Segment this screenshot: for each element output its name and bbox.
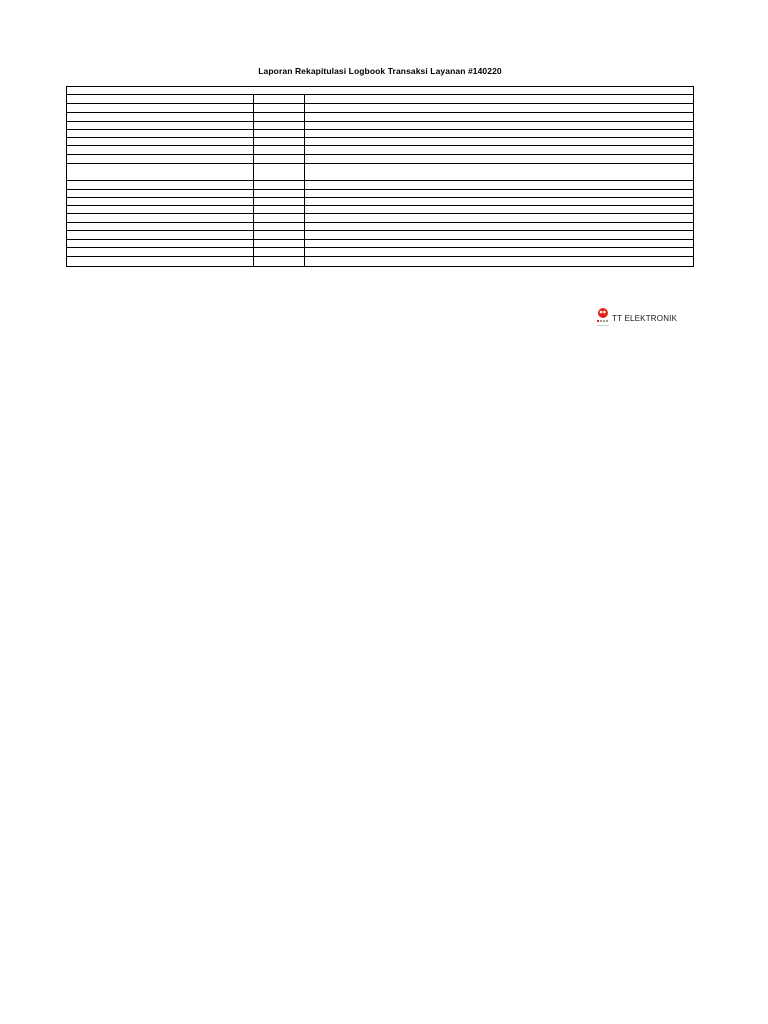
- table-cell: [254, 104, 305, 112]
- table-cell: [254, 223, 305, 230]
- table-cell: [67, 190, 254, 197]
- table-row: [67, 248, 693, 257]
- table-row: [67, 155, 693, 164]
- table-cell: [254, 138, 305, 145]
- table-cell: [305, 240, 693, 247]
- table-cell: [305, 130, 693, 137]
- table-cell: [67, 164, 254, 180]
- table-row: [67, 113, 693, 122]
- report-title: Laporan Rekapitulasi Logbook Transaksi Layanan #140220: [258, 66, 502, 76]
- table-row: [67, 104, 693, 113]
- table-cell: [254, 248, 305, 256]
- table-cell: [305, 164, 693, 180]
- table-cell: [305, 206, 693, 213]
- table-cell: [305, 95, 693, 103]
- table-row: [67, 257, 693, 266]
- table-cell: [305, 223, 693, 230]
- table-cell: [305, 190, 693, 197]
- table-row: [67, 87, 693, 95]
- table-cell: [67, 138, 254, 145]
- table-cell: [254, 206, 305, 213]
- table-cell: [254, 190, 305, 197]
- table-cell: [305, 146, 693, 154]
- table-cell: [305, 198, 693, 205]
- table-row: [67, 206, 693, 214]
- table-cell: [305, 138, 693, 145]
- table-cell: [254, 130, 305, 137]
- table-row: [67, 240, 693, 248]
- table-cell: [67, 104, 254, 112]
- table-cell: [254, 198, 305, 205]
- table-row: [67, 181, 693, 190]
- table-cell: [305, 181, 693, 189]
- table-cell: [305, 248, 693, 256]
- table-cell: [305, 231, 693, 239]
- table-cell: [67, 206, 254, 213]
- table-cell: [67, 257, 254, 266]
- table-row: [67, 95, 693, 104]
- table-cell: [254, 95, 305, 103]
- table-cell: [67, 113, 254, 121]
- table-cell: [254, 257, 305, 266]
- logo-wordmark: TT ELEKTRONIK: [612, 314, 678, 323]
- table-cell: [67, 155, 254, 163]
- table-cell: [67, 130, 254, 137]
- table-cell: [254, 214, 305, 222]
- tt-elektronik-logo-icon: [596, 307, 610, 331]
- table-row: [67, 214, 693, 223]
- table-row: [67, 138, 693, 146]
- table-cell: [67, 95, 254, 103]
- table-cell: [254, 122, 305, 129]
- table-row: [67, 198, 693, 206]
- table-row: [67, 146, 693, 155]
- table-cell: [254, 231, 305, 239]
- table-cell: [305, 257, 693, 266]
- table-cell: [305, 155, 693, 163]
- table-cell: [254, 113, 305, 121]
- company-logo: [596, 307, 696, 337]
- table-row: [67, 122, 693, 130]
- table-row: [67, 223, 693, 231]
- table-cell: [67, 198, 254, 205]
- table-cell: [305, 122, 693, 129]
- table-cell: [305, 104, 693, 112]
- table-cell: [254, 181, 305, 189]
- table-cell: [67, 248, 254, 256]
- table-cell: [254, 240, 305, 247]
- table-cell: [254, 155, 305, 163]
- table-cell: [67, 87, 693, 94]
- table-cell: [254, 146, 305, 154]
- table-cell: [67, 231, 254, 239]
- table-cell: [254, 164, 305, 180]
- table-cell: [67, 223, 254, 230]
- table-cell: [67, 240, 254, 247]
- table-cell: [67, 122, 254, 129]
- logbook-table: [66, 86, 694, 267]
- table-cell: [305, 214, 693, 222]
- table-row: [67, 130, 693, 138]
- table-cell: [67, 146, 254, 154]
- table-cell: [305, 113, 693, 121]
- table-cell: [67, 214, 254, 222]
- table-row: [67, 231, 693, 240]
- table-cell: [67, 181, 254, 189]
- table-row: [67, 164, 693, 181]
- table-row: [67, 190, 693, 198]
